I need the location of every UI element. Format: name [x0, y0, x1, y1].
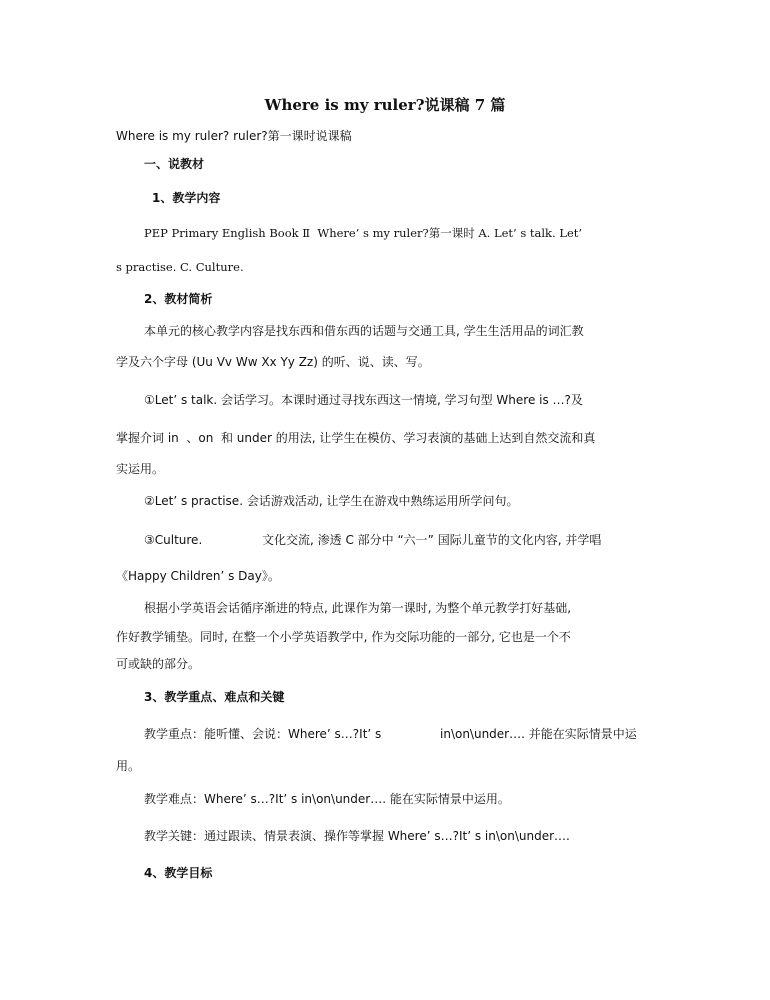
subsection-heading-analysis: 2、教材简析	[144, 292, 213, 306]
paragraph-line-2: 作好教学铺垫。同时, 在整一个小学英语教学中, 作为交际功能的一部分, 它也是一个不	[116, 630, 571, 644]
analysis-line-1: 本单元的核心教学内容是找东西和借东西的话题与交通工具, 学生生活用品的词汇教	[144, 324, 584, 338]
content-line-2: s practise. C. Culture.	[116, 260, 244, 274]
item-3-text: 文化交流, 渗透 C 部分中 “六一” 国际儿童节的文化内容, 并学唱	[262, 533, 602, 547]
keypoint-label: 教学重点：能听懂、会说：Where’ s…?It’ s	[144, 727, 382, 741]
subsection-heading-keypoints: 3、教学重点、难点和关键	[144, 690, 285, 704]
keypoint-line-2: 用。	[116, 759, 141, 773]
difficulty-line: 教学难点：Where’ s…?It’ s in\on\under…. 能在实际情景中运用。	[144, 792, 510, 806]
crux-line: 教学关键：通过跟读、情景表演、操作等掌握 Where’ s…?It’ s in\on\under….	[144, 829, 570, 843]
paragraph-line-1: 根据小学英语会话循序渐进的特点, 此课作为第一课时, 为整个单元教学打好基础,	[144, 601, 572, 615]
keypoint-text: in\on\under…. 并能在实际情景中运	[440, 727, 637, 741]
subsection-heading-objectives: 4、教学目标	[144, 866, 213, 880]
paragraph-line-3: 可或缺的部分。	[116, 657, 201, 671]
subsection-heading-content: 1、教学内容	[152, 191, 221, 205]
document-title: Where is my ruler?说课稿 7 篇	[264, 96, 506, 114]
item-1-line-2: 掌握介词 in 、on 和 under 的用法, 让学生在模仿、学习表演的基础上达到自然交流和真	[116, 431, 596, 445]
item-3-label: ③Culture.	[144, 533, 203, 547]
item-1-line-3: 实运用。	[116, 462, 165, 476]
content-line-1: PEP Primary English Book Ⅱ Where’ s my ruler?第一课时 A. Let’ s talk. Let’	[144, 226, 583, 240]
section-heading-1: 一、说教材	[144, 157, 205, 171]
document-subtitle: Where is my ruler? ruler?第一课时说课稿	[116, 129, 352, 143]
item-2-line-1: ②Let’ s practise. 会话游戏活动, 让学生在游戏中熟练运用所学问句。	[144, 494, 519, 508]
item-3-line-2: 《Happy Children’ s Day》。	[116, 569, 280, 583]
analysis-line-2: 学及六个字母 (Uu Vv Ww Xx Yy Zz) 的听、说、读、写。	[116, 355, 430, 369]
item-1-line-1: ①Let’ s talk. 会话学习。本课时通过寻找东西这一情境, 学习句型 Where is …?及	[144, 393, 583, 407]
